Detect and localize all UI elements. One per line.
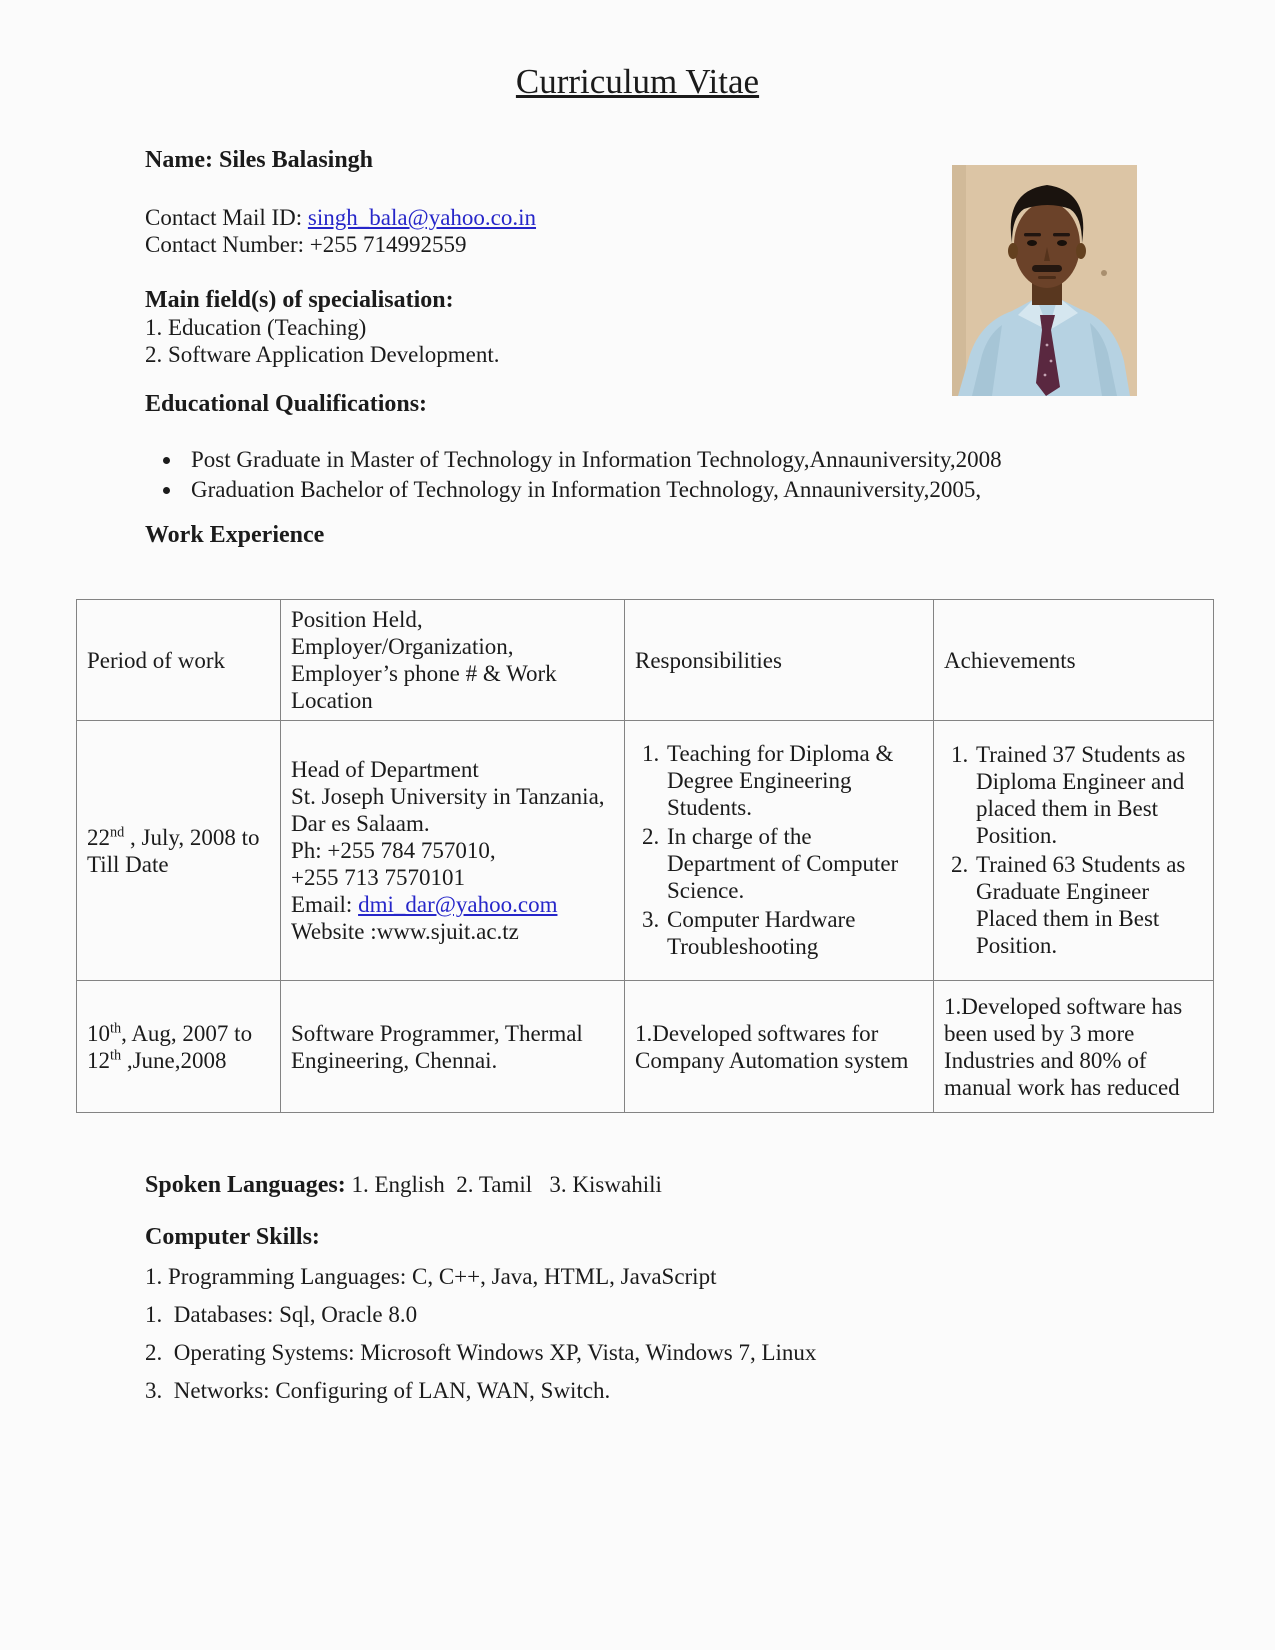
- photo-tie-dot: [1050, 360, 1053, 363]
- position-cell: Software Programmer, Thermal Engineering, Chennai.: [281, 981, 625, 1113]
- period-cell: [77, 721, 281, 981]
- responsibility-item: 2. In charge of the Department of Computer Science.: [665, 823, 923, 904]
- education-heading: Educational Qualifications:: [145, 391, 428, 417]
- period-ordinal: nd: [110, 823, 125, 840]
- period-text: 12: [87, 1047, 110, 1073]
- skill-item: 1. Databases: Sql, Oracle 8.0: [145, 1302, 418, 1327]
- skill-item: 2. Operating Systems: Microsoft Windows XP, Vista, Windows 7, Linux: [145, 1340, 817, 1365]
- contact-email-link[interactable]: singh_bala@yahoo.co.in: [307, 205, 537, 230]
- photo-ear-left: [1008, 243, 1018, 259]
- skill-item: 3. Networks: Configuring of LAN, WAN, Switch.: [145, 1378, 611, 1403]
- photo-mustache: [1032, 265, 1062, 272]
- specialisation-item: 1. Education (Teaching): [145, 315, 367, 340]
- period-ordinal: th: [110, 1046, 122, 1063]
- achievement-item: 2. Trained 63 Students as Graduate Engineer Placed them in Best Position.: [974, 851, 1203, 959]
- computer-skills-heading: Computer Skills:: [145, 1224, 320, 1250]
- responsibility-item: 3. Computer Hardware Troubleshooting: [665, 906, 923, 960]
- work-experience-heading: Work Experience: [145, 522, 325, 548]
- header-responsibilities: Responsibilities: [625, 600, 934, 721]
- header-period-of-work: Period of work: [77, 600, 281, 721]
- photo-mouth: [1038, 276, 1056, 279]
- education-bullet-list: [145, 446, 1165, 503]
- header-line: Position Held,: [291, 607, 423, 632]
- position-line: St. Joseph University in Tanzania,: [291, 784, 605, 809]
- photo-wall-shadow: [952, 165, 966, 396]
- header-line: Employer’s phone # & Work: [291, 661, 557, 686]
- period-line: [87, 1047, 270, 1074]
- spoken-languages-label: Spoken Languages:: [145, 1172, 346, 1198]
- table-row-current-job: [77, 721, 1214, 981]
- table-header-row: [77, 600, 1214, 721]
- skill-item: 1. Programming Languages: C, C++, Java, HTML, JavaScript: [145, 1264, 717, 1289]
- email-label: Email:: [291, 892, 359, 917]
- period-text: , July, 2008 to Till Date: [87, 824, 260, 877]
- photo-ear-right: [1076, 243, 1086, 259]
- education-bullet: • Post Graduate in Master of Technology in Information Technology,Annauniversity,2008: [183, 446, 1165, 473]
- period-text: 10: [87, 1020, 110, 1046]
- position-website-line: Website :www.sjuit.ac.tz: [291, 919, 519, 944]
- achievements-cell: 1.Developed software has been used by 3 more Industries and 80% of manual work has reduced: [934, 981, 1214, 1113]
- education-bullet: • Graduation Bachelor of Technology in Information Technology, Annauniversity,2005,: [183, 476, 1165, 503]
- header-position-held: [281, 600, 625, 721]
- photo-eye-right: [1057, 240, 1067, 246]
- position-line: +255 713 7570101: [291, 865, 465, 890]
- responsibilities-cell: [625, 721, 934, 981]
- position-email-line: [291, 891, 614, 918]
- contact-number-line: Contact Number: +255 714992559: [145, 232, 467, 257]
- header-line: Location: [291, 688, 373, 713]
- spoken-languages-value: 1. English 2. Tamil 3. Kiswahili: [345, 1172, 662, 1197]
- work-experience-table: [76, 599, 1214, 1113]
- period-text: ,June,2008: [121, 1047, 227, 1073]
- achievements-list: [944, 741, 1203, 959]
- photo-tie-dot: [1046, 344, 1049, 347]
- position-lines: [291, 756, 614, 945]
- contact-mail-label: Contact Mail ID:: [145, 205, 308, 230]
- specialisation-item: 2. Software Application Development.: [145, 342, 500, 367]
- period-ordinal: th: [110, 1019, 122, 1036]
- position-line: Dar es Salaam.: [291, 811, 430, 836]
- period-line: [87, 1020, 270, 1047]
- page-title: Curriculum Vitae: [515, 62, 760, 101]
- achievement-item: 1. Trained 37 Students as Diploma Engineer and placed them in Best Position.: [974, 741, 1203, 849]
- position-line: Head of Department: [291, 757, 479, 782]
- spoken-languages-line: [145, 1171, 1165, 1199]
- responsibilities-cell: 1.Developed softwares for Company Automation system: [625, 981, 934, 1113]
- position-cell: [281, 721, 625, 981]
- photo-face: [1014, 202, 1080, 288]
- photo-tie-dot: [1044, 374, 1047, 377]
- photo-wall-spot: [1101, 270, 1107, 276]
- specialisation-heading: Main field(s) of specialisation:: [145, 287, 454, 313]
- period-text: , Aug, 2007 to: [121, 1020, 253, 1046]
- position-line: Ph: +255 784 757010,: [291, 838, 496, 863]
- photo-eyebrow-right: [1053, 233, 1070, 236]
- profile-photo: [952, 165, 1137, 396]
- photo-eye-left: [1027, 240, 1037, 246]
- responsibility-item: 1. Teaching for Diploma & Degree Engineering Students.: [665, 740, 923, 821]
- header-achievements: Achievements: [934, 600, 1214, 721]
- employer-email-link[interactable]: dmi_dar@yahoo.com: [358, 892, 558, 917]
- photo-eyebrow-left: [1024, 233, 1041, 236]
- responsibilities-list: [635, 740, 923, 960]
- achievements-cell: [934, 721, 1214, 981]
- table-row-previous-job: [77, 981, 1214, 1113]
- name-line: Name: Siles Balasingh: [145, 147, 374, 173]
- header-line: Employer/Organization,: [291, 634, 514, 659]
- period-text: 22: [87, 824, 110, 850]
- period-cell: [77, 981, 281, 1113]
